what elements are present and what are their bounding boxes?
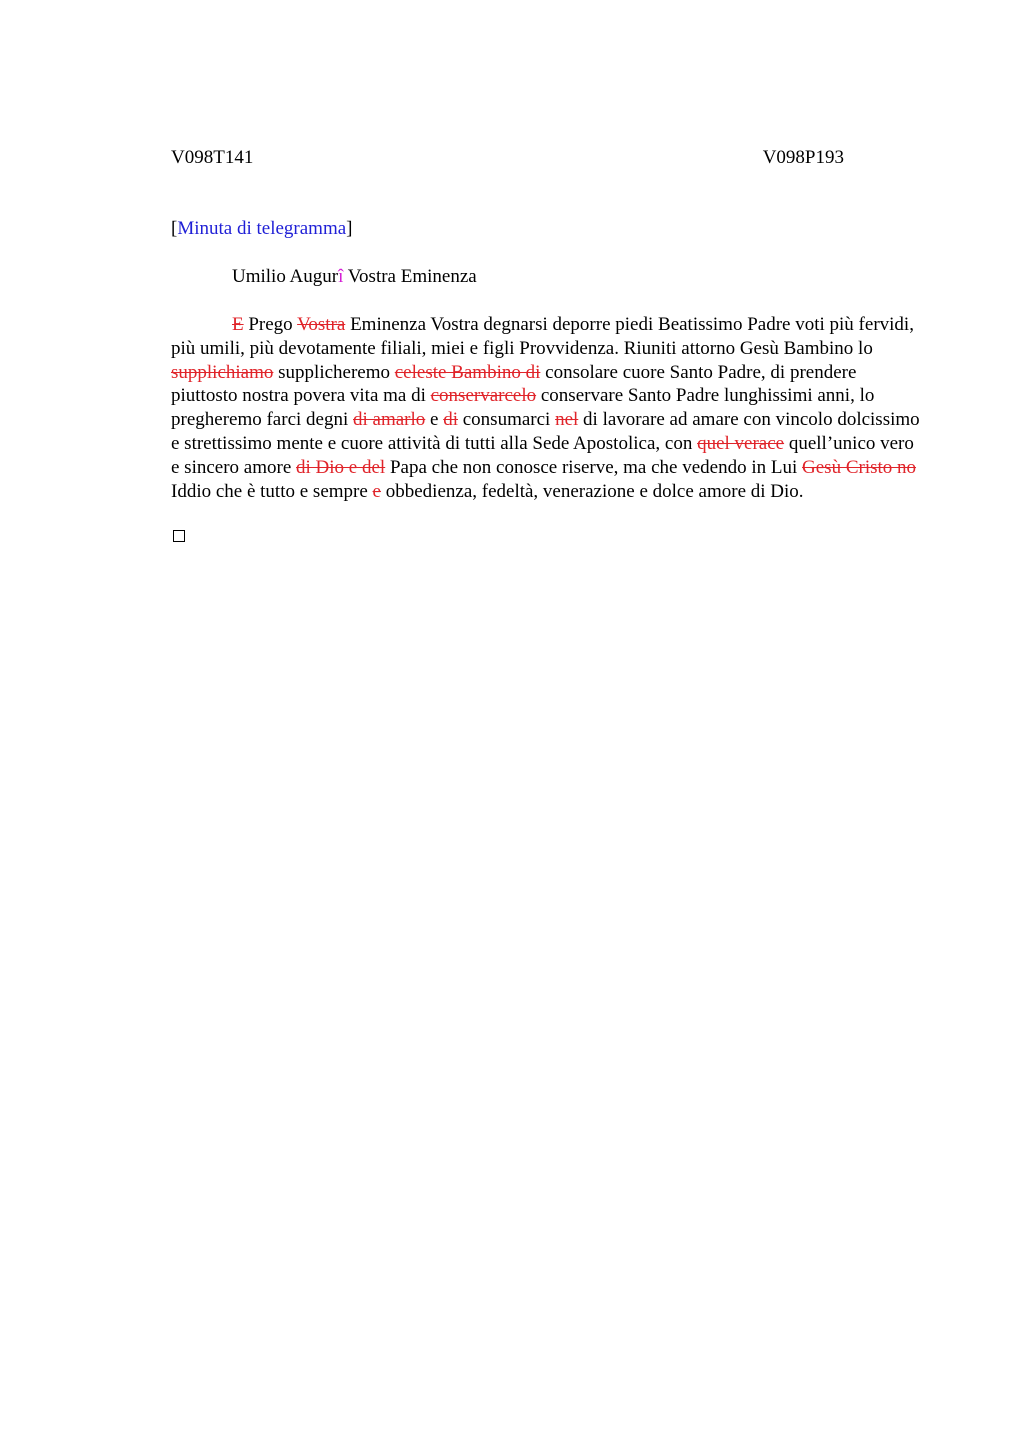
deleted-text: quel verace bbox=[697, 432, 785, 454]
body-text: consolare cuore Santo Padre, di prendere piuttosto nostra povera vita ma di bbox=[171, 361, 857, 407]
right-code: V098P193 bbox=[762, 147, 844, 168]
deleted-text: E bbox=[232, 314, 244, 335]
body-text: di lavorare ad amare con vincolo dolcissimo e strettissimo mente e cuore attività di tutti alla Sede Apostolica, con bbox=[171, 409, 920, 454]
body-text: Eminenza Vostra degnarsi deporre piedi Beatissimo Padre voti più fervidi, più umili, più devotamente filiali, miei e figli Provvidenza. Riuniti attorno Gesù Bambino lo bbox=[171, 314, 914, 359]
deleted-text: supplichiamo bbox=[171, 361, 274, 383]
telegram-body bbox=[171, 313, 921, 503]
deleted-text: di Dio e del bbox=[296, 456, 386, 478]
empty-square-icon bbox=[173, 530, 185, 542]
left-code: V098T141 bbox=[171, 147, 254, 168]
deleted-text: di amarlo bbox=[353, 409, 426, 431]
body-text: Papa che non conosce riserve, ma che vedendo in Lui bbox=[385, 456, 803, 478]
body-text: Iddio che è tutto e sempre bbox=[171, 480, 373, 502]
body-text: e bbox=[425, 409, 444, 431]
body-text: consumarci bbox=[458, 409, 556, 431]
greeting-part-2: Vostra Eminenza bbox=[343, 266, 477, 287]
deleted-text: e bbox=[372, 480, 381, 502]
body-text: supplicheremo bbox=[273, 361, 395, 383]
body-text: conservare Santo Padre lunghissimi anni, lo pregheremo farci degni bbox=[171, 385, 875, 431]
title-open-bracket: [ bbox=[171, 218, 178, 239]
deleted-text: Gesù Cristo no bbox=[802, 456, 917, 478]
body-text: Prego bbox=[243, 314, 298, 335]
greeting-part-1: Umilio Augur bbox=[232, 266, 339, 287]
deleted-text: celeste Bambino di bbox=[394, 361, 541, 383]
greeting-accent-char: î bbox=[338, 266, 344, 287]
deleted-text: nel bbox=[555, 409, 579, 431]
greeting-line bbox=[232, 265, 477, 289]
body-text: quell’unico vero e sincero amore bbox=[171, 432, 914, 478]
body-text: obbedienza, fedeltà, venerazione e dolce amore di Dio. bbox=[380, 480, 804, 502]
deleted-text: Vostra bbox=[297, 314, 346, 335]
deleted-text: di bbox=[443, 409, 458, 431]
deleted-text: conservarcelo bbox=[430, 385, 537, 407]
document-header bbox=[171, 146, 844, 170]
title-close-bracket: ] bbox=[346, 218, 353, 239]
title-text: Minuta di telegramma bbox=[177, 218, 347, 239]
document-title bbox=[171, 217, 353, 241]
